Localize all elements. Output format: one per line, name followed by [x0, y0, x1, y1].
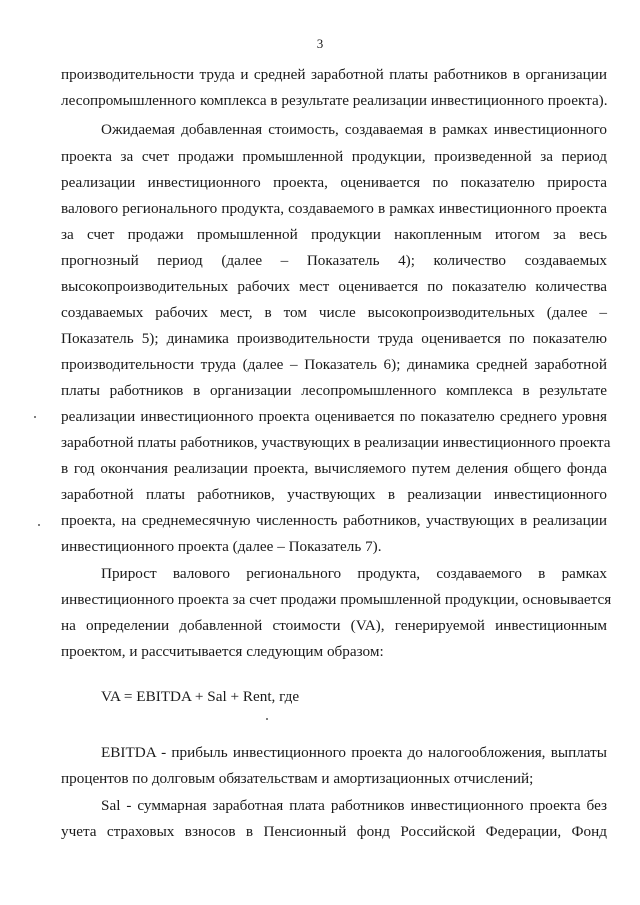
- formula: VA = EBITDA + Sal + Rent, где: [101, 688, 300, 705]
- text-line: в год окончания реализации проекта, вычисляемого путем деления общего фонда: [61, 460, 607, 477]
- text-line: заработной платы работников, участвующих в реализации инвестиционного: [61, 486, 607, 503]
- text-line: Sal - суммарная заработная плата работников инвестиционного проекта без: [101, 797, 607, 814]
- text-line: реализации инвестиционного проекта оценивается по показателю среднего уровня: [61, 408, 607, 425]
- text-line: реализации инвестиционного проекта, оценивается по показателю прироста: [61, 174, 607, 191]
- text-line: EBITDA - прибыль инвестиционного проекта до налогообложения, выплаты: [101, 744, 607, 761]
- scan-speck: [266, 718, 268, 720]
- text-line: учета страховых взносов в Пенсионный фонд Российской Федерации, Фонд: [61, 823, 607, 840]
- text-line: производительности труда и средней заработной платы работников в организации: [61, 66, 607, 83]
- page-number: 3: [316, 36, 324, 51]
- text-line: заработной платы работников, участвующих в реализации инвестиционного проекта: [61, 434, 611, 451]
- text-line: проекта за счет продажи промышленной продукции, произведенной за период: [61, 148, 607, 165]
- text-line: Ожидаемая добавленная стоимость, создаваемая в рамках инвестиционного: [101, 121, 607, 138]
- text-line: проектом, и рассчитывается следующим образом:: [61, 643, 384, 660]
- text-line: проекта, на среднемесячную численность работников, участвующих в реализации: [61, 512, 607, 529]
- text-line: производительности труда (далее – Показатель 6); динамика средней заработной: [61, 356, 607, 373]
- text-line: Прирост валового регионального продукта, создаваемого в рамках: [101, 565, 607, 582]
- text-line: создаваемых рабочих мест, в том числе высокопроизводительных (далее –: [61, 304, 607, 321]
- text-line: валового регионального продукта, создаваемого в рамках инвестиционного проекта: [61, 200, 607, 217]
- scan-speck: [34, 416, 36, 418]
- text-line: прогнозный период (далее – Показатель 4); количество создаваемых: [61, 252, 607, 269]
- text-line: на определении добавленной стоимости (VA), генерируемой инвестиционным: [61, 617, 607, 634]
- text-line: высокопроизводительных рабочих мест оценивается по показателю количества: [61, 278, 607, 295]
- text-line: платы работников в организации лесопромышленного комплекса в результате: [61, 382, 607, 399]
- text-line: процентов по долговым обязательствам и амортизационных отчислений;: [61, 770, 534, 787]
- text-line: за счет продажи промышленной продукции накопленным итогом за весь: [61, 226, 607, 243]
- scan-speck: [38, 524, 40, 526]
- text-line: Показатель 5); динамика производительности труда оценивается по показателю: [61, 330, 607, 347]
- text-line: инвестиционного проекта за счет продажи промышленной продукции, основывается: [61, 591, 612, 608]
- text-line: инвестиционного проекта (далее – Показатель 7).: [61, 538, 382, 555]
- text-line: лесопромышленного комплекса в результате реализации инвестиционного проекта).: [61, 92, 608, 109]
